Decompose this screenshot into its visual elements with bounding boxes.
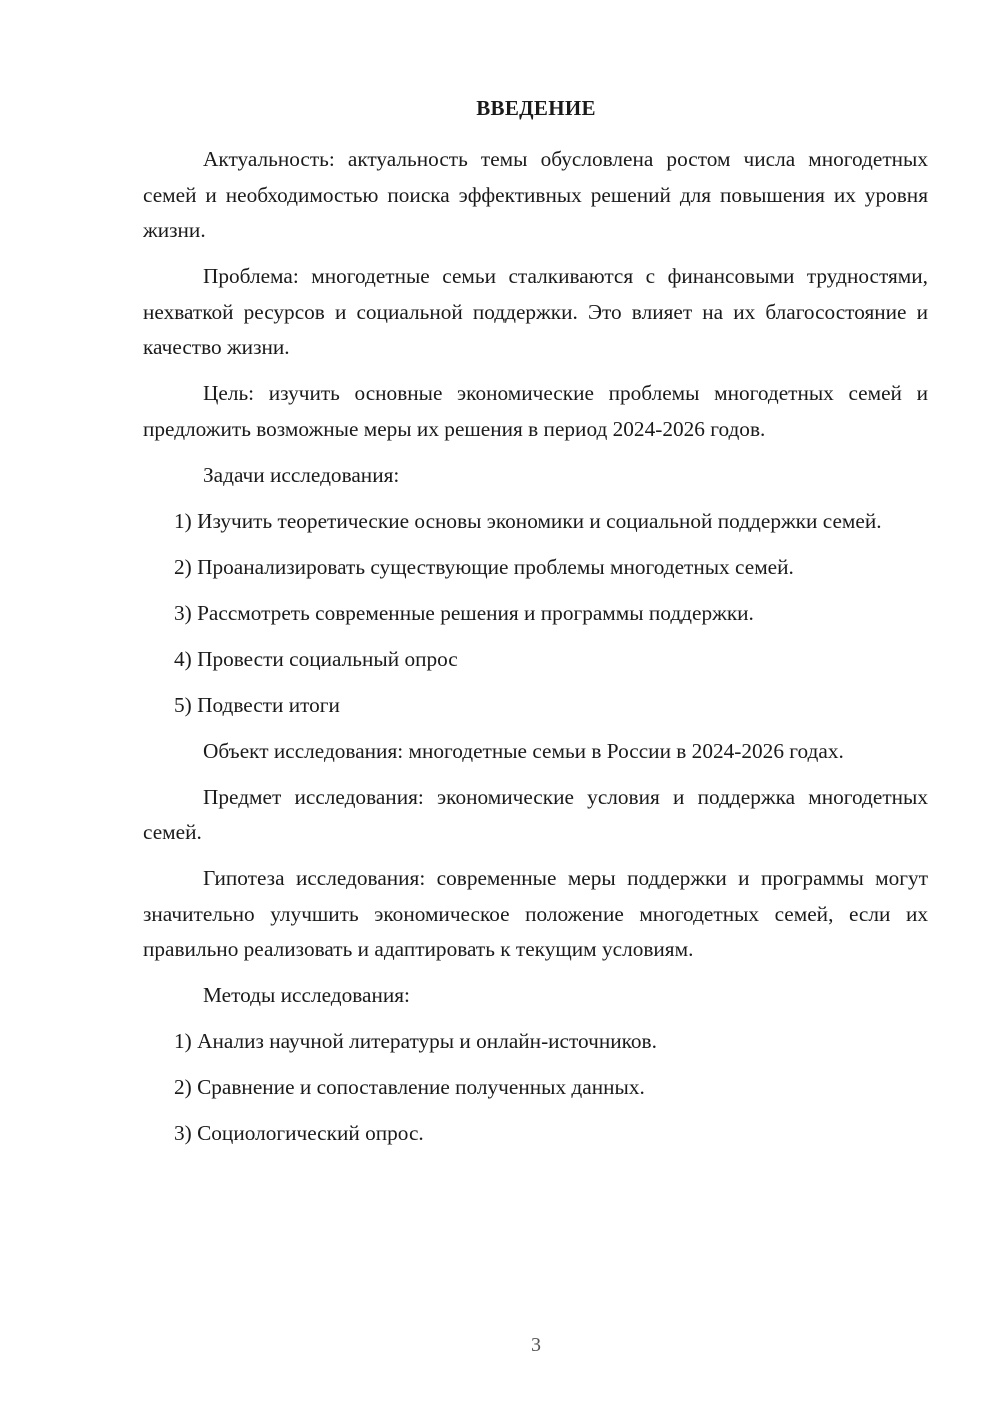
method-item-3: 3) Социологический опрос. <box>174 1121 424 1145</box>
page-number: 3 <box>531 1334 541 1356</box>
paragraph-methods-heading: Методы исследования: <box>203 983 410 1007</box>
task-item-4: 4) Провести социальный опрос <box>174 646 458 671</box>
method-item-2: 2) Сравнение и сопоставление полученных данных. <box>174 1075 645 1099</box>
task-item-3: 3) Рассмотреть современные решения и программы поддержки. <box>174 600 754 625</box>
paragraph-problem: Проблема: многодетные семьи сталкиваются с финансовыми трудностями, нехваткой ресурсов и социальной поддержки. Это влияет на их благосостояние и качество жизни. <box>143 264 928 359</box>
paragraph-subject: Предмет исследования: экономические условия и поддержка многодетных семей. <box>143 784 928 844</box>
task-item-2: 2) Проанализировать существующие проблемы многодетных семей. <box>174 554 794 579</box>
paragraph-relevance: Актуальность: актуальность темы обусловлена ростом числа многодетных семей и необходимостью поиска эффективных решений для повышения их уровня жизни. <box>143 147 928 242</box>
task-item-5: 5) Подвести итоги <box>174 692 340 717</box>
document-body <box>143 142 928 1162</box>
task-item-1: 1) Изучить теоретические основы экономики и социальной поддержки семей. <box>174 508 882 533</box>
page-title: ВВЕДЕНИЕ <box>476 96 596 120</box>
paragraph-goal: Цель: изучить основные экономические проблемы многодетных семей и предложить возможные меры их решения в период 2024-2026 годов. <box>143 381 928 441</box>
paragraph-tasks-heading: Задачи исследования: <box>203 462 400 487</box>
method-item-1: 1) Анализ научной литературы и онлайн-источников. <box>174 1029 657 1053</box>
paragraph-object: Объект исследования: многодетные семьи в России в 2024-2026 годах. <box>203 738 844 763</box>
paragraph-hypothesis: Гипотеза исследования: современные меры поддержки и программы могут значительно улучшить экономическое положение многодетных семей, если их правильно реализовать и адаптировать к текущим условиям. <box>143 866 928 961</box>
